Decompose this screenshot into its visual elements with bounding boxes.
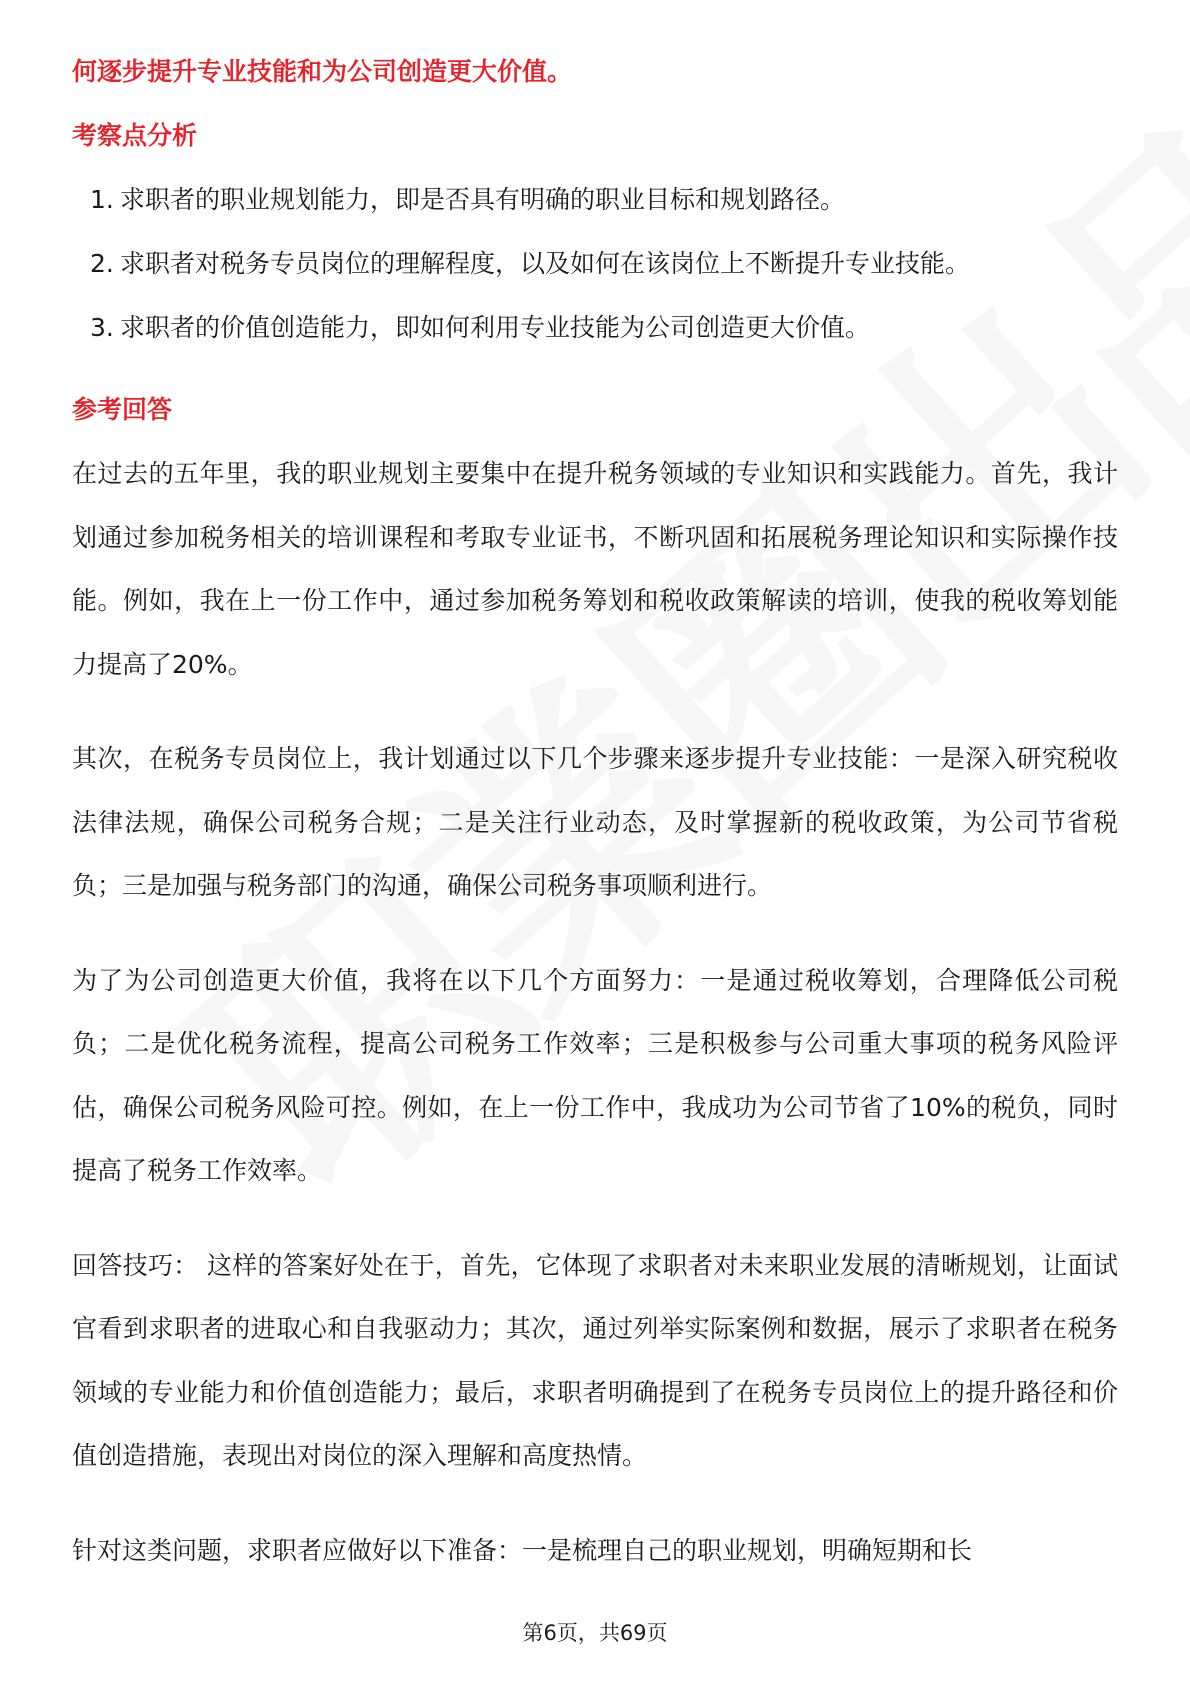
answer-paragraph: 在过去的五年里，我的职业规划主要集中在提升税务领域的专业知识和实践能力。首先，我计划通过参加税务相关的培训课程和考取专业证书，不断巩固和拓展税务理论知识和实际操作技能。例如，我在上一份工作中，通过参加税务筹划和税收政策解读的培训，使我的税收筹划能力提高了20%。 — [72, 459, 1118, 679]
document-body — [72, 40, 1118, 1582]
answer-paragraph: 为了为公司创造更大价值，我将在以下几个方面努力：一是通过税收筹划，合理降低公司税负；二是优化税务流程，提高公司税务工作效率；三是积极参与公司重大事项的税务风险评估，确保公司税务风险可控。例如，在上一份工作中，我成功为公司节省了10%的税负，同时提高了税务工作效率。 — [72, 965, 1118, 1185]
list-item-number: 1. — [90, 185, 114, 214]
list-item-text: 求职者的价值创造能力，即如何利用专业技能为公司创造更大价值。 — [120, 313, 871, 342]
page-number: 第6页，共69页 — [522, 1621, 668, 1645]
analysis-list — [72, 168, 1118, 360]
answer-heading: 参考回答 — [72, 395, 173, 424]
preparation-paragraph: 针对这类问题，求职者应做好以下准备：一是梳理自己的职业规划，明确短期和长 — [72, 1535, 973, 1565]
list-item-number: 3. — [90, 313, 114, 342]
question-continuation: 何逐步提升专业技能和为公司创造更大价值。 — [72, 57, 573, 86]
analysis-heading: 考察点分析 — [72, 121, 198, 150]
list-item-number: 2. — [90, 249, 114, 278]
list-item-text: 求职者对税务专员岗位的理解程度，以及如何在该岗位上不断提升专业技能。 — [120, 249, 971, 278]
list-item-text: 求职者的职业规划能力，即是否具有明确的职业目标和规划路径。 — [120, 185, 846, 214]
answer-paragraph: 其次，在税务专员岗位上，我计划通过以下几个步骤来逐步提升专业技能：一是深入研究税收法律法规，确保公司税务合规；二是关注行业动态，及时掌握新的税收政策，为公司节省税负；三是加强与税务部门的沟通，确保公司税务事项顺利进行。 — [72, 744, 1118, 900]
list-item — [72, 296, 1118, 360]
list-item — [72, 168, 1118, 232]
answer-tips-paragraph: 回答技巧： 这样的答案好处在于，首先，它体现了求职者对未来职业发展的清晰规划，让面试官看到求职者的进取心和自我驱动力；其次，通过列举实际案例和数据，展示了求职者在税务领域的专业能力和价值创造能力；最后，求职者明确提到了在税务专员岗位上的提升路径和价值创造措施，表现出对岗位的深入理解和高度热情。 — [72, 1250, 1118, 1470]
list-item — [72, 232, 1118, 296]
